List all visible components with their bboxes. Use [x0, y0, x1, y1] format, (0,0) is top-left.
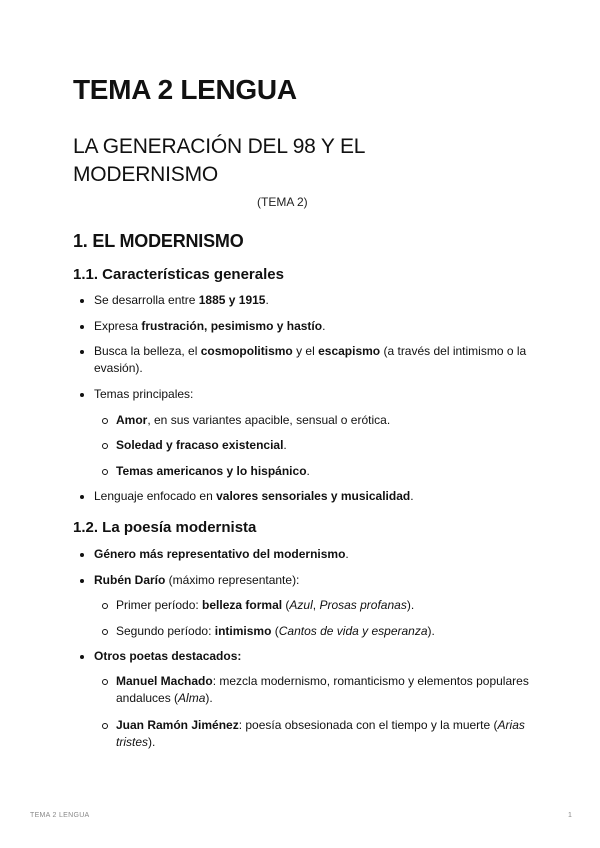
item-text: , en sus variantes apacible, sensual o erótica.	[147, 413, 391, 427]
sub-list-item	[116, 717, 536, 751]
item-text: Expresa	[94, 319, 142, 333]
list-item	[94, 546, 534, 563]
item-text: Primer período:	[116, 598, 203, 612]
item-text: .	[283, 438, 287, 452]
topic-tag: (TEMA 2)	[257, 195, 308, 209]
item-bold-text: Juan Ramón Jiménez	[116, 718, 239, 732]
item-bold-text: escapismo	[318, 344, 381, 358]
item-bold-text: Amor	[116, 413, 148, 427]
bullet-icon	[80, 655, 84, 659]
bullet-icon	[80, 299, 84, 303]
footer-title: TEMA 2 LENGUA	[30, 812, 90, 819]
list-item	[94, 318, 534, 335]
circle-bullet-icon	[102, 629, 108, 635]
item-italic-text: Azul	[289, 598, 313, 612]
item-bold-text: Manuel Machado	[116, 674, 213, 688]
item-bold-text: frustración, pesimismo y hastío	[141, 319, 323, 333]
item-bold-text: intimismo	[214, 624, 272, 638]
list-item	[94, 292, 534, 309]
sub-list-item	[116, 463, 536, 480]
item-italic-text: Alma	[178, 691, 206, 705]
item-bold-text: Otros poetas destacados:	[94, 649, 242, 663]
subsection-heading-caracteristicas: 1.1. Características generales	[73, 266, 284, 283]
sub-list-item	[116, 437, 536, 454]
list-item	[94, 572, 534, 589]
item-bold-text: valores sensoriales y musicalidad	[216, 489, 411, 503]
item-text: .	[265, 293, 269, 307]
item-italic-text: Arias tristes	[116, 718, 525, 749]
circle-bullet-icon	[102, 723, 108, 729]
circle-bullet-icon	[102, 443, 108, 449]
item-text: ).	[427, 624, 435, 638]
circle-bullet-icon	[102, 469, 108, 475]
item-bold-text: cosmopolitismo	[200, 344, 293, 358]
item-text: .	[410, 489, 414, 503]
item-text: ).	[205, 691, 213, 705]
item-bold-text: belleza formal	[202, 598, 283, 612]
item-text: : mezcla modernismo, romanticismo y elementos populares andaluces (	[116, 674, 529, 705]
item-text: : poesía obsesionada con el tiempo y la muerte (	[238, 718, 498, 732]
item-text: Segundo período:	[116, 624, 215, 638]
list-item	[94, 343, 534, 377]
item-text: (	[271, 624, 279, 638]
item-text: .	[322, 319, 326, 333]
item-text: Temas principales:	[94, 387, 194, 401]
bullet-icon	[80, 325, 84, 329]
page-title: TEMA 2 LENGUA	[73, 74, 297, 105]
item-bold-text: 1885 y 1915	[198, 293, 266, 307]
document-subtitle: LA GENERACIÓN DEL 98 Y EL MODERNISMO	[73, 135, 365, 186]
bullet-icon	[80, 350, 84, 354]
item-text: (a través del intimismo o la evasión).	[94, 344, 527, 375]
item-text: ,	[312, 598, 320, 612]
item-text: Busca la belleza, el	[94, 344, 201, 358]
page-number: 1	[568, 812, 573, 819]
bullet-icon	[80, 553, 84, 557]
sub-list-item	[116, 673, 536, 707]
subsection-heading-poesia: 1.2. La poesía modernista	[73, 519, 257, 536]
circle-bullet-icon	[102, 603, 108, 609]
item-bold-text: Soledad y fracaso existencial	[116, 438, 284, 452]
list-item	[94, 386, 534, 403]
sub-list-item	[116, 623, 536, 640]
item-text: .	[306, 464, 310, 478]
section-heading-modernismo: 1. EL MODERNISMO	[73, 231, 244, 251]
item-text: y el	[292, 344, 319, 358]
item-text: Lenguaje enfocado en	[94, 489, 217, 503]
item-text: ).	[406, 598, 415, 612]
circle-bullet-icon	[102, 679, 108, 685]
item-bold-text: Temas americanos y lo hispánico	[116, 464, 307, 478]
bullet-icon	[80, 579, 84, 583]
item-bold-text: Género más representativo del modernismo	[94, 547, 346, 561]
sub-list-item	[116, 412, 536, 429]
item-text: (	[282, 598, 290, 612]
item-text: Se desarrolla entre	[94, 293, 199, 307]
circle-bullet-icon	[102, 418, 108, 424]
item-text: ).	[148, 735, 156, 749]
list-item	[94, 488, 534, 505]
item-text: .	[345, 547, 349, 561]
bullet-icon	[80, 393, 84, 397]
item-italic-text: Prosas profanas	[319, 598, 407, 612]
item-text: (máximo representante):	[165, 573, 300, 587]
bullet-icon	[80, 495, 84, 499]
sub-list-item	[116, 597, 536, 614]
item-bold-text: Rubén Darío	[94, 573, 166, 587]
list-item	[94, 648, 534, 665]
item-italic-text: Cantos de vida y esperanza	[278, 624, 428, 638]
